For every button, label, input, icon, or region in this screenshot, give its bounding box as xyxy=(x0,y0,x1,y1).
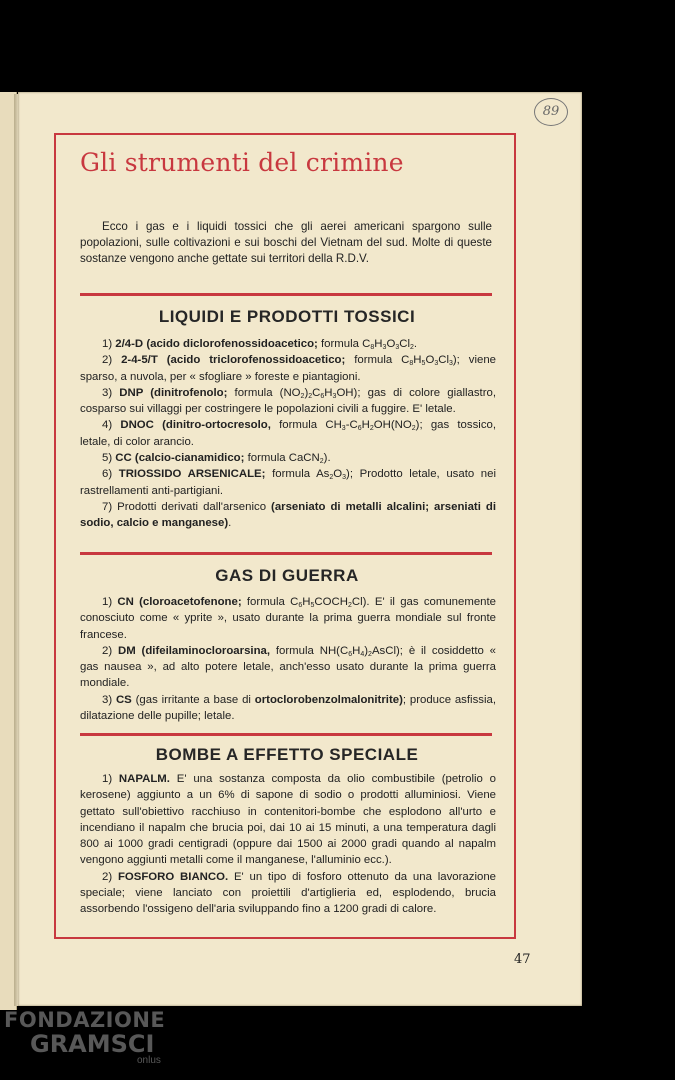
page-title: Gli strumenti del crimine xyxy=(80,148,404,177)
list-item: 2) DM (difeilaminocloroarsina, formula $NH(C_6H_4)_2AsCl$); è il cosiddetto « gas nausea », ad alto potere letale, anch'esso usato durante la prima guerra mondiale. xyxy=(80,644,497,690)
item-name: DNP (dinitrofenolo; xyxy=(119,386,228,399)
item-number: 1) xyxy=(102,773,119,785)
item-number: 6) xyxy=(102,468,119,481)
intro-paragraph: Ecco i gas e i liquidi tossici che gli aerei americani spargono sulle popolazioni, sulle coltivazioni e sui boschi del Vietnam del sud. Molte di queste sostanze vengono anche gettate sui territori della R.D.V. xyxy=(80,220,492,265)
item-number: 5) xyxy=(102,452,116,465)
section-title-bombe: BOMBE A EFFETTO SPECIALE xyxy=(155,745,419,764)
list-item: 3) DNP (dinitrofenolo; formula $(NO_2)_2C_6H_3OH$); gas di colore giallastro, cosparso sui villaggi per costringere le popolazioni civili a fuggire. E' letale. xyxy=(80,386,496,416)
list-item: 4) DNOC (dinitro-ortocresolo, formula $CH_3-C_6H_2OH(NO_2)$; gas tossico, letale, di color arancio. xyxy=(80,419,497,448)
chemical-formula: $C_6H_5COCH_2Cl$ xyxy=(290,596,363,609)
chemical-formula: $C_8H_5O_3Cl_3$ xyxy=(401,354,453,368)
list-item: 6) TRIOSSIDO ARSENICALE; formula $As_2O_3$); Prodotto letale, usato nei rastrellamenti anti-partigiani. xyxy=(80,468,497,497)
item-name: NAPALM. xyxy=(118,773,170,785)
chemical-formula: $CH_3-C_6H_2OH(NO_2)$ xyxy=(325,419,420,433)
section-divider xyxy=(80,733,492,736)
item-name: DM (difeilaminocloroarsina, xyxy=(117,644,271,657)
list-item: 2) 2-4-5/T (acido triclorofenossidoacetico; formula $C_8H_5O_3Cl_3$); viene sparso, a nuvola, per « sfogliare » foreste e piantagioni. xyxy=(80,354,497,383)
chemical-formula: $(NO_2)_2C_6H_3OH$ xyxy=(279,386,354,400)
item-number: 3) xyxy=(102,386,120,399)
item-number: 7) xyxy=(102,500,118,513)
page-number: 47 xyxy=(514,952,531,967)
list-item: 3) CS (gas irritante a base di ortoclorobenzolmalonitrite); produce asfissia, dilatazione delle pupille; letale. xyxy=(80,693,496,723)
section-divider xyxy=(80,552,492,555)
item-name: CN (cloroacetofenone; xyxy=(117,596,242,608)
logo-line2: GRAMSCI xyxy=(30,1030,155,1058)
chemical-formula: CaCN$_2$ xyxy=(288,452,324,466)
item-number: 3) xyxy=(102,693,116,706)
item-number: 2) xyxy=(102,870,118,883)
logo-line3: onlus xyxy=(137,1055,161,1066)
chemical-formula: $As_2O_3$ xyxy=(316,468,347,482)
list-item: 1) NAPALM. E' una sostanza composta da olio combustibile (petrolio o kerosene) aggiunto a un 6% di sapone di sodio o prodotti alluminiosi. Viene gettato sull'obiettivo racchiuso in contenitori-bombe che esplodono all'urto e incendiano il napalm che brucia poi, dai 10 ai 15 minuti, a una temperatura dagli 800 ai 1000 gradi centigradi (oppure dai 1500 ai 2000 gradi quando al napalm vengono aggiunti metalli come il manganese, l'alluminio ecc.). xyxy=(80,773,496,867)
section-title-gas: GAS DI GUERRA xyxy=(215,566,359,585)
item-name: DNOC (dinitro-ortocresolo, xyxy=(120,419,271,432)
section-list-liquidi xyxy=(80,336,496,532)
chemical-formula: (arseniato di metalli alcalini; arseniati di sodio, calcio e manganese) xyxy=(80,500,496,530)
list-item: 2) FOSFORO BIANCO. E' un tipo di fosforo ottenuto da una lavorazione speciale; viene lanciato con proiettili d'artiglieria ed, esplodendo, brucia assorbendo l'ossigeno dell'aria sviluppando fino a 1200 gradi di calore. xyxy=(80,870,496,916)
item-name: CC (calcio-cianamidico; xyxy=(115,452,245,465)
content-frame xyxy=(54,133,516,939)
chemical-formula: $NH(C_6H_4)_2AsCl$ xyxy=(319,644,397,658)
chemical-formula: ortoclorobenzolmalonitrite) xyxy=(254,693,403,706)
item-number: 2) xyxy=(102,644,118,657)
item-number: 1) xyxy=(102,596,118,608)
list-item: 1) 2/4-D (acido diclorofenossidoacetico; formula $C_8H_3O_3Cl_2$. xyxy=(102,338,418,351)
item-name: FOSFORO BIANCO. xyxy=(117,870,229,883)
document-page xyxy=(18,92,582,1006)
archive-number-stamp: 89 xyxy=(534,98,568,126)
section-list-gas xyxy=(80,594,496,724)
item-number: 4) xyxy=(102,419,121,432)
item-name: 2/4-D (acido diclorofenossidoacetico; xyxy=(115,338,318,350)
section-divider xyxy=(80,293,492,296)
item-number: 1) xyxy=(102,338,116,350)
item-name: TRIOSSIDO ARSENICALE; xyxy=(118,468,266,481)
section-title-liquidi: LIQUIDI E PRODOTTI TOSSICI xyxy=(158,307,416,326)
item-name: 2-4-5/T (acido triclorofenossidoacetico; xyxy=(121,354,346,367)
item-number: 2) xyxy=(102,354,122,367)
fondazione-gramsci-logo xyxy=(4,1008,174,1074)
chemical-formula: $C_8H_3O_3Cl_2$ xyxy=(362,338,414,351)
item-name: CS xyxy=(115,693,132,706)
section-list-bombe xyxy=(80,771,496,918)
logo-line1: FONDAZIONE xyxy=(4,1008,166,1032)
list-item: 1) CN (cloroacetofenone; formula $C_6H_5COCH_2Cl$). E' il gas comunemente conosciuto come « yprite », usato durante la prima guerra mondiale sul fronte francese. xyxy=(80,596,497,641)
list-item: 7) Prodotti derivati dall'arsenico (arseniato di metalli alcalini; arseniati di sodio, calcio e manganese). xyxy=(80,500,496,530)
list-item: 5) CC (calcio-cianamidico; formula CaCN$_2$). xyxy=(102,452,331,466)
